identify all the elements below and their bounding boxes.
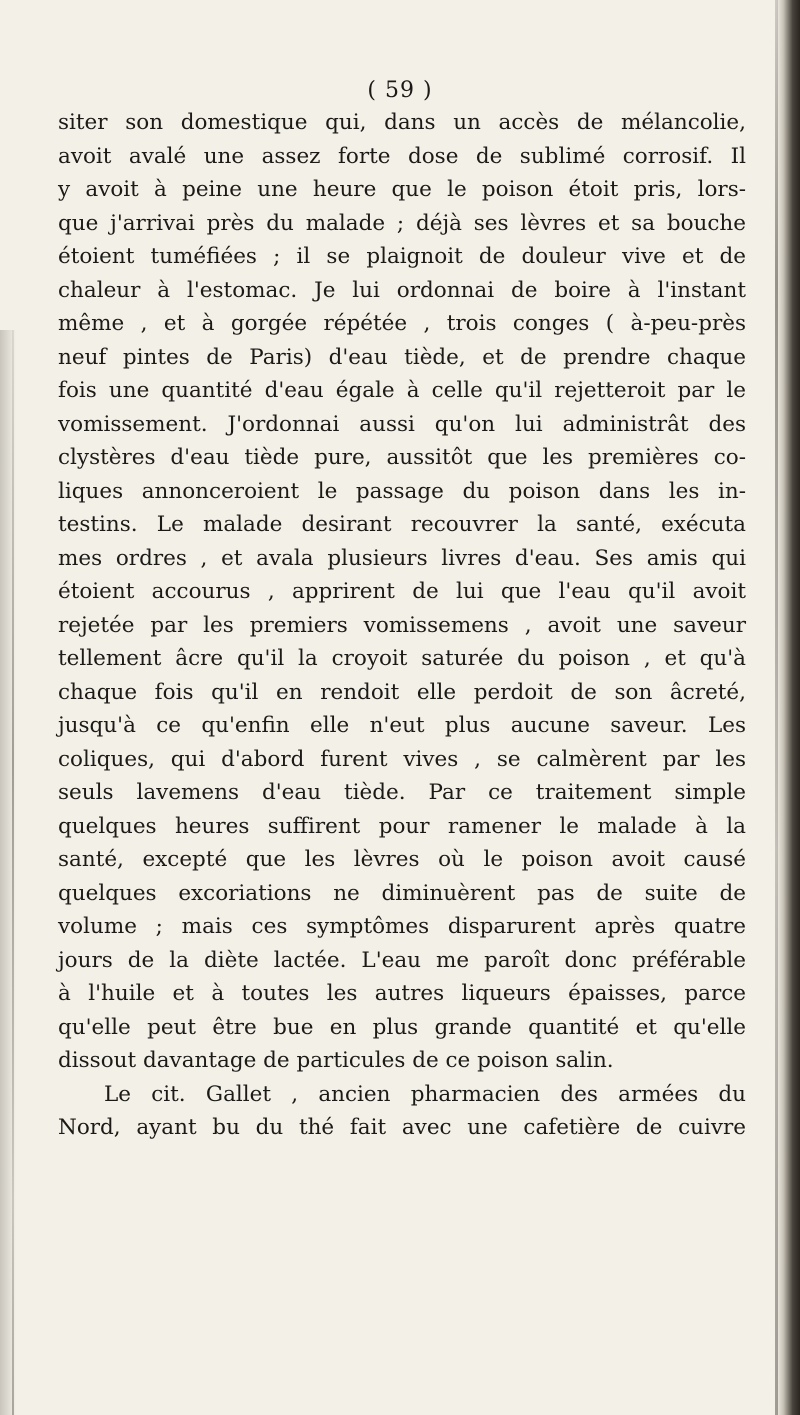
gutter-line [12,330,14,1415]
text-line: clystères d'eau tiède pure, aussitôt que les premières co- [58,445,746,470]
text-line: chaque fois qu'il en rendoit elle perdoit de son âcreté, [58,679,746,705]
text-line: même , et à gorgée répétée , trois conges ( à-peu-près [58,311,746,336]
text-line: chaleur à l'estomac. Je lui ordonnai de boire à l'instant [58,277,746,303]
text-line: avoit avalé une assez forte dose de sublimé corrosif. Il [58,143,746,169]
text-line: seuls lavemens d'eau tiède. Par ce traitement simple [58,780,746,805]
text-line: quelques heures suffirent pour ramener le malade à la [58,813,746,839]
text-line: Le cit. Gallet , ancien pharmacien des armées du [104,1081,746,1107]
text-line: fois une quantité d'eau égale à celle qu'il rejetteroit par le [58,378,746,403]
text-line: à l'huile et à toutes les autres liqueurs épaisses, parce [58,981,746,1006]
text-line: volume ; mais ces symptômes disparurent après quatre [58,914,746,939]
text-line: étoient accourus , apprirent de lui que l'eau qu'il avoit [58,579,746,604]
text-line: neuf pintes de Paris) d'eau tiède, et de prendre chaque [58,344,746,370]
text-line: dissout davantage de particules de ce poison salin. [58,1048,614,1073]
text-line: Nord, ayant bu du thé fait avec une cafetière de cuivre [58,1115,746,1140]
text-line: jours de la diète lactée. L'eau me paroît donc préférable [58,947,746,973]
text-line: santé, excepté que les lèvres où le poison avoit causé [58,847,746,872]
text-line: liques annonceroient le passage du poison dans les in- [58,478,746,504]
body-text [58,106,746,1145]
text-line: jusqu'à ce qu'enfin elle n'eut plus aucune saveur. Les [58,713,746,738]
text-line: y avoit à peine une heure que le poison étoit pris, lors- [58,177,746,202]
page-number: ( 59 ) [367,78,433,103]
text-line: tellement âcre qu'il la croyoit saturée du poison , et qu'à [58,646,746,671]
binding-shadow [776,0,800,1415]
text-line: siter son domestique qui, dans un accès de mélancolie, [58,110,746,135]
text-line: que j'arrivai près du malade ; déjà ses lèvres et sa bouche [58,210,746,236]
text-line: coliques, qui d'abord furent vives , se calmèrent par les [58,746,746,772]
text-line: rejetée par les premiers vomissemens , avoit une saveur [58,612,746,638]
text-line: vomissement. J'ordonnai aussi qu'on lui administrât des [58,411,746,437]
text-line: quelques excoriations ne diminuèrent pas de suite de [58,880,746,906]
text-line: qu'elle peut être bue en plus grande quantité et qu'elle [58,1014,746,1040]
text-line: testins. Le malade desirant recouvrer la santé, exécuta [58,512,746,537]
text-line: mes ordres , et avala plusieurs livres d'eau. Ses amis qui [58,545,746,571]
text-line: étoient tuméfiées ; il se plaignoit de douleur vive et de [58,244,746,269]
